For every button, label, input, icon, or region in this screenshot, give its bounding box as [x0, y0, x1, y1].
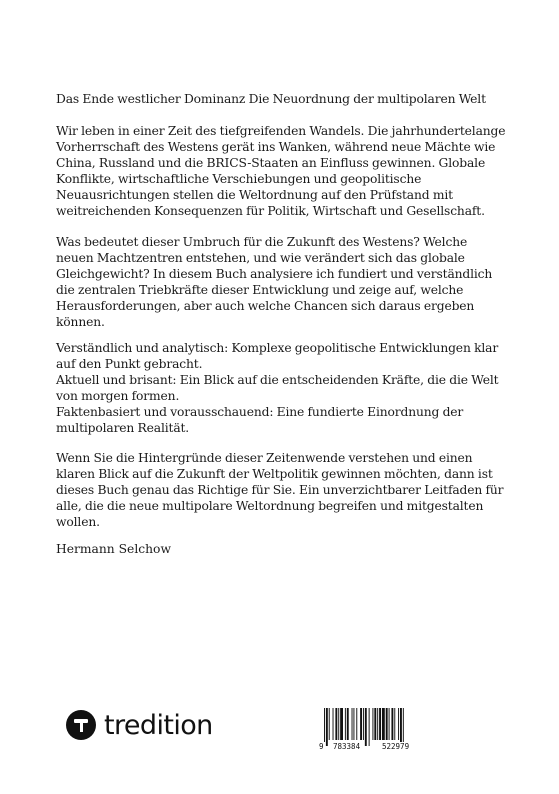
paragraph-text: Verständlich und analytisch: Komplexe geopolitische Entwicklungen klar auf den Punkt gebracht. Aktuell und brisant: Ein Blick auf die entscheidenden Kräfte, die die Welt von morgen formen. Faktenbasiert und vorausschauend: Eine fundierte Einordnung der multipolaren Realität. — [56, 341, 499, 435]
barcode-bars — [318, 706, 436, 746]
feature-list — [56, 341, 506, 436]
author-name: Hermann Selchow — [56, 542, 171, 556]
book-title: Das Ende westlicher Dominanz Die Neuordnung der multipolaren Welt — [56, 92, 486, 106]
paragraph-text: Wir leben in einer Zeit des tiefgreifenden Wandels. Die jahrhundertelange Vorherrschaft des Westens gerät ins Wanken, während neue Mächte wie China, Russland und die BRICS-Staaten an Einfluss gewinnen. Globale Konflikte, wirtschaftliche Verschiebungen und geopolitische Neuausrichtungen stellen die Weltordnung auf den Prüfstand mit weitreichenden Konsequenzen für Politik, Wirtschaft und Gesellschaft. — [56, 124, 506, 218]
barcode-digits-left: 783384 — [333, 742, 361, 751]
description-paragraph-1 — [56, 124, 506, 219]
isbn-barcode — [318, 706, 436, 754]
description-paragraph-2 — [56, 235, 506, 330]
paragraph-text: Wenn Sie die Hintergründe dieser Zeitenwende verstehen und einen klaren Blick auf die Zukunft der Weltpolitik gewinnen möchten, dann ist dieses Buch genau das Richtige für Sie. Ein unverzichtbarer Leitfaden für alle, die die neue multipolare Weltordnung begreifen und mitgestalten wollen. — [56, 451, 504, 529]
barcode-digits — [318, 742, 436, 754]
tredition-logo-icon — [66, 710, 96, 740]
description-paragraph-4 — [56, 451, 506, 531]
barcode-digit-first: 9 — [319, 742, 324, 751]
barcode-digits-right: 522979 — [382, 742, 410, 751]
publisher-name: tredition — [104, 709, 213, 741]
paragraph-text: Was bedeutet dieser Umbruch für die Zukunft des Westens? Welche neuen Machtzentren entstehen, und wie verändert sich das globale Gleichgewicht? In diesem Buch analysiere ich fundiert und verständlich die zentralen Triebkräfte dieser Entwicklung und zeige auf, welche Herausforderungen, aber auch welche Chancen sich daraus ergeben können. — [56, 235, 493, 329]
publisher-logo — [66, 708, 213, 742]
